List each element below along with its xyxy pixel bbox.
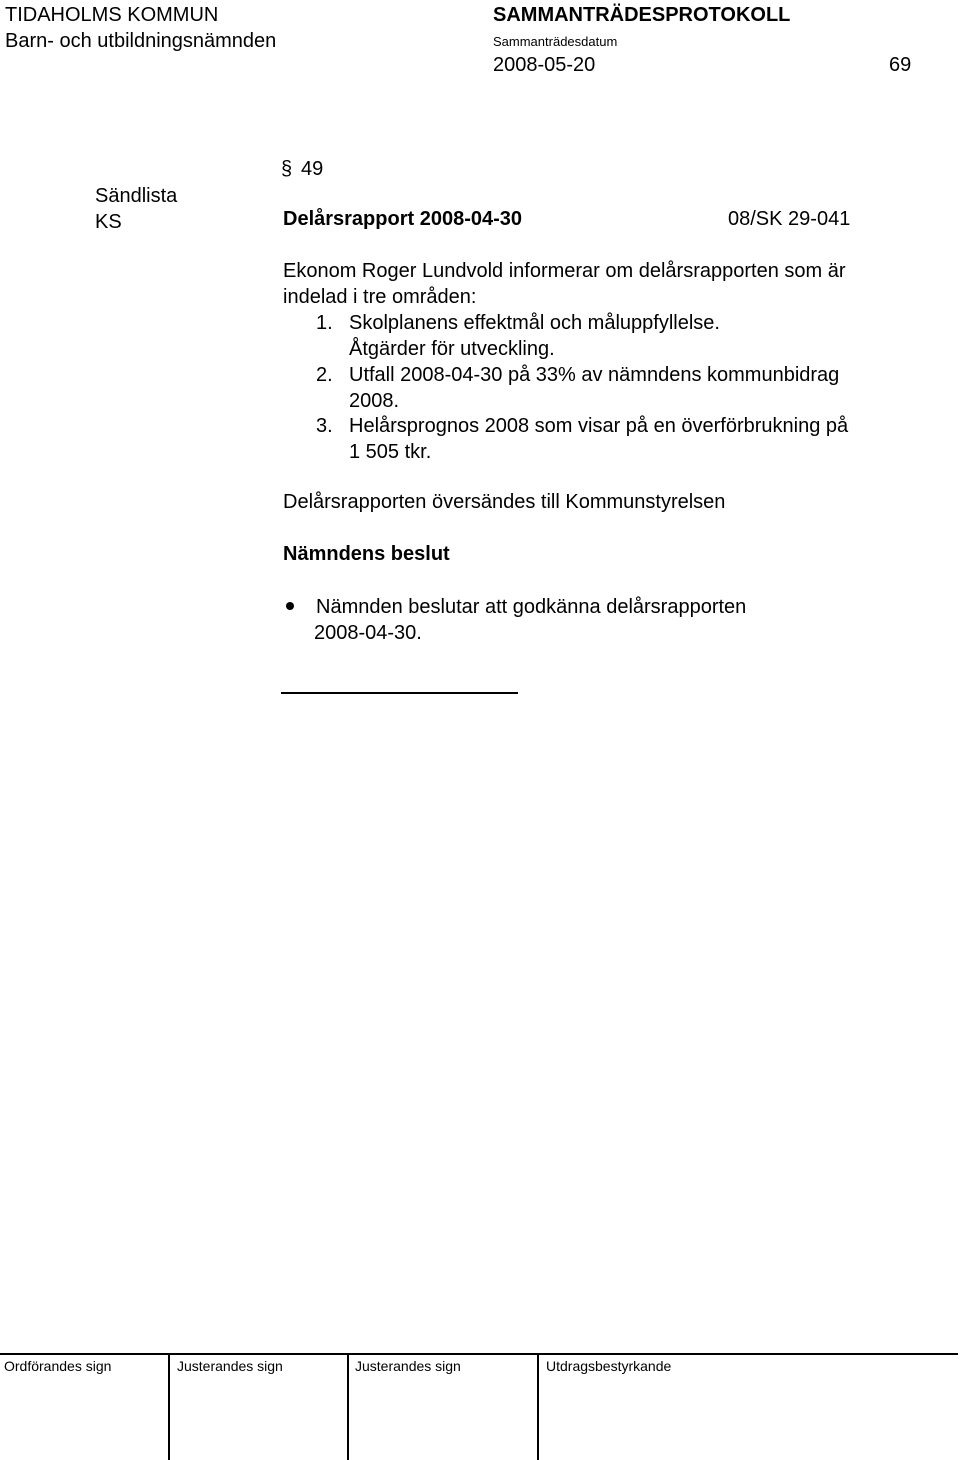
decision-text: 2008-04-30. [314,622,422,644]
list-item-text: Åtgärder för utveckling. [349,338,555,360]
signature-label-adjuster-2: Justerandes sign [355,1358,461,1374]
intro-line-2: indelad i tre områden: [283,286,477,308]
meeting-date-label: Sammanträdesdatum [493,34,618,49]
case-number: 08/SK 29-041 [728,208,851,230]
signature-label-adjuster-1: Justerandes sign [177,1358,283,1374]
intro-line-1: Ekonom Roger Lundvold informerar om delårsrapporten som är [283,260,846,282]
signature-label-chair: Ordförandes sign [4,1358,112,1374]
list-item-number: 2. [316,364,333,386]
document-type: SAMMANTRÄDESPROTOKOLL [493,4,791,26]
signature-divider [537,1355,539,1460]
distribution-value: KS [95,211,122,233]
list-item-text: 1 505 tkr. [349,441,432,463]
meeting-date: 2008-05-20 [493,54,596,76]
decision-heading: Nämndens beslut [283,543,450,565]
section-symbol: § [281,158,293,180]
bullet-icon [286,602,294,610]
list-item-text: Skolplanens effektmål och måluppfyllelse. [349,312,720,334]
decision-text: Nämnden beslutar att godkänna delårsrapporten [316,596,747,618]
board-name: Barn- och utbildningsnämnden [5,30,277,52]
list-item-text: Utfall 2008-04-30 på 33% av nämndens kommunbidrag [349,364,840,386]
section-number: 49 [301,158,324,180]
list-item-text: Helårsprognos 2008 som visar på en överförbrukning på [349,415,849,437]
end-rule [281,692,518,694]
page-number: 69 [889,54,912,76]
section-title: Delårsrapport 2008-04-30 [283,208,523,230]
org-name: TIDAHOLMS KOMMUN [5,4,219,26]
distribution-label: Sändlista [95,185,178,207]
list-item-number: 1. [316,312,333,334]
signature-label-certification: Utdragsbestyrkande [546,1358,672,1374]
forwarded-note: Delårsrapporten översändes till Kommunstyrelsen [283,491,726,513]
footer-top-rule [0,1353,958,1355]
list-item-text: 2008. [349,390,400,412]
list-item-number: 3. [316,415,333,437]
signature-divider [168,1355,170,1460]
signature-divider [347,1355,349,1460]
